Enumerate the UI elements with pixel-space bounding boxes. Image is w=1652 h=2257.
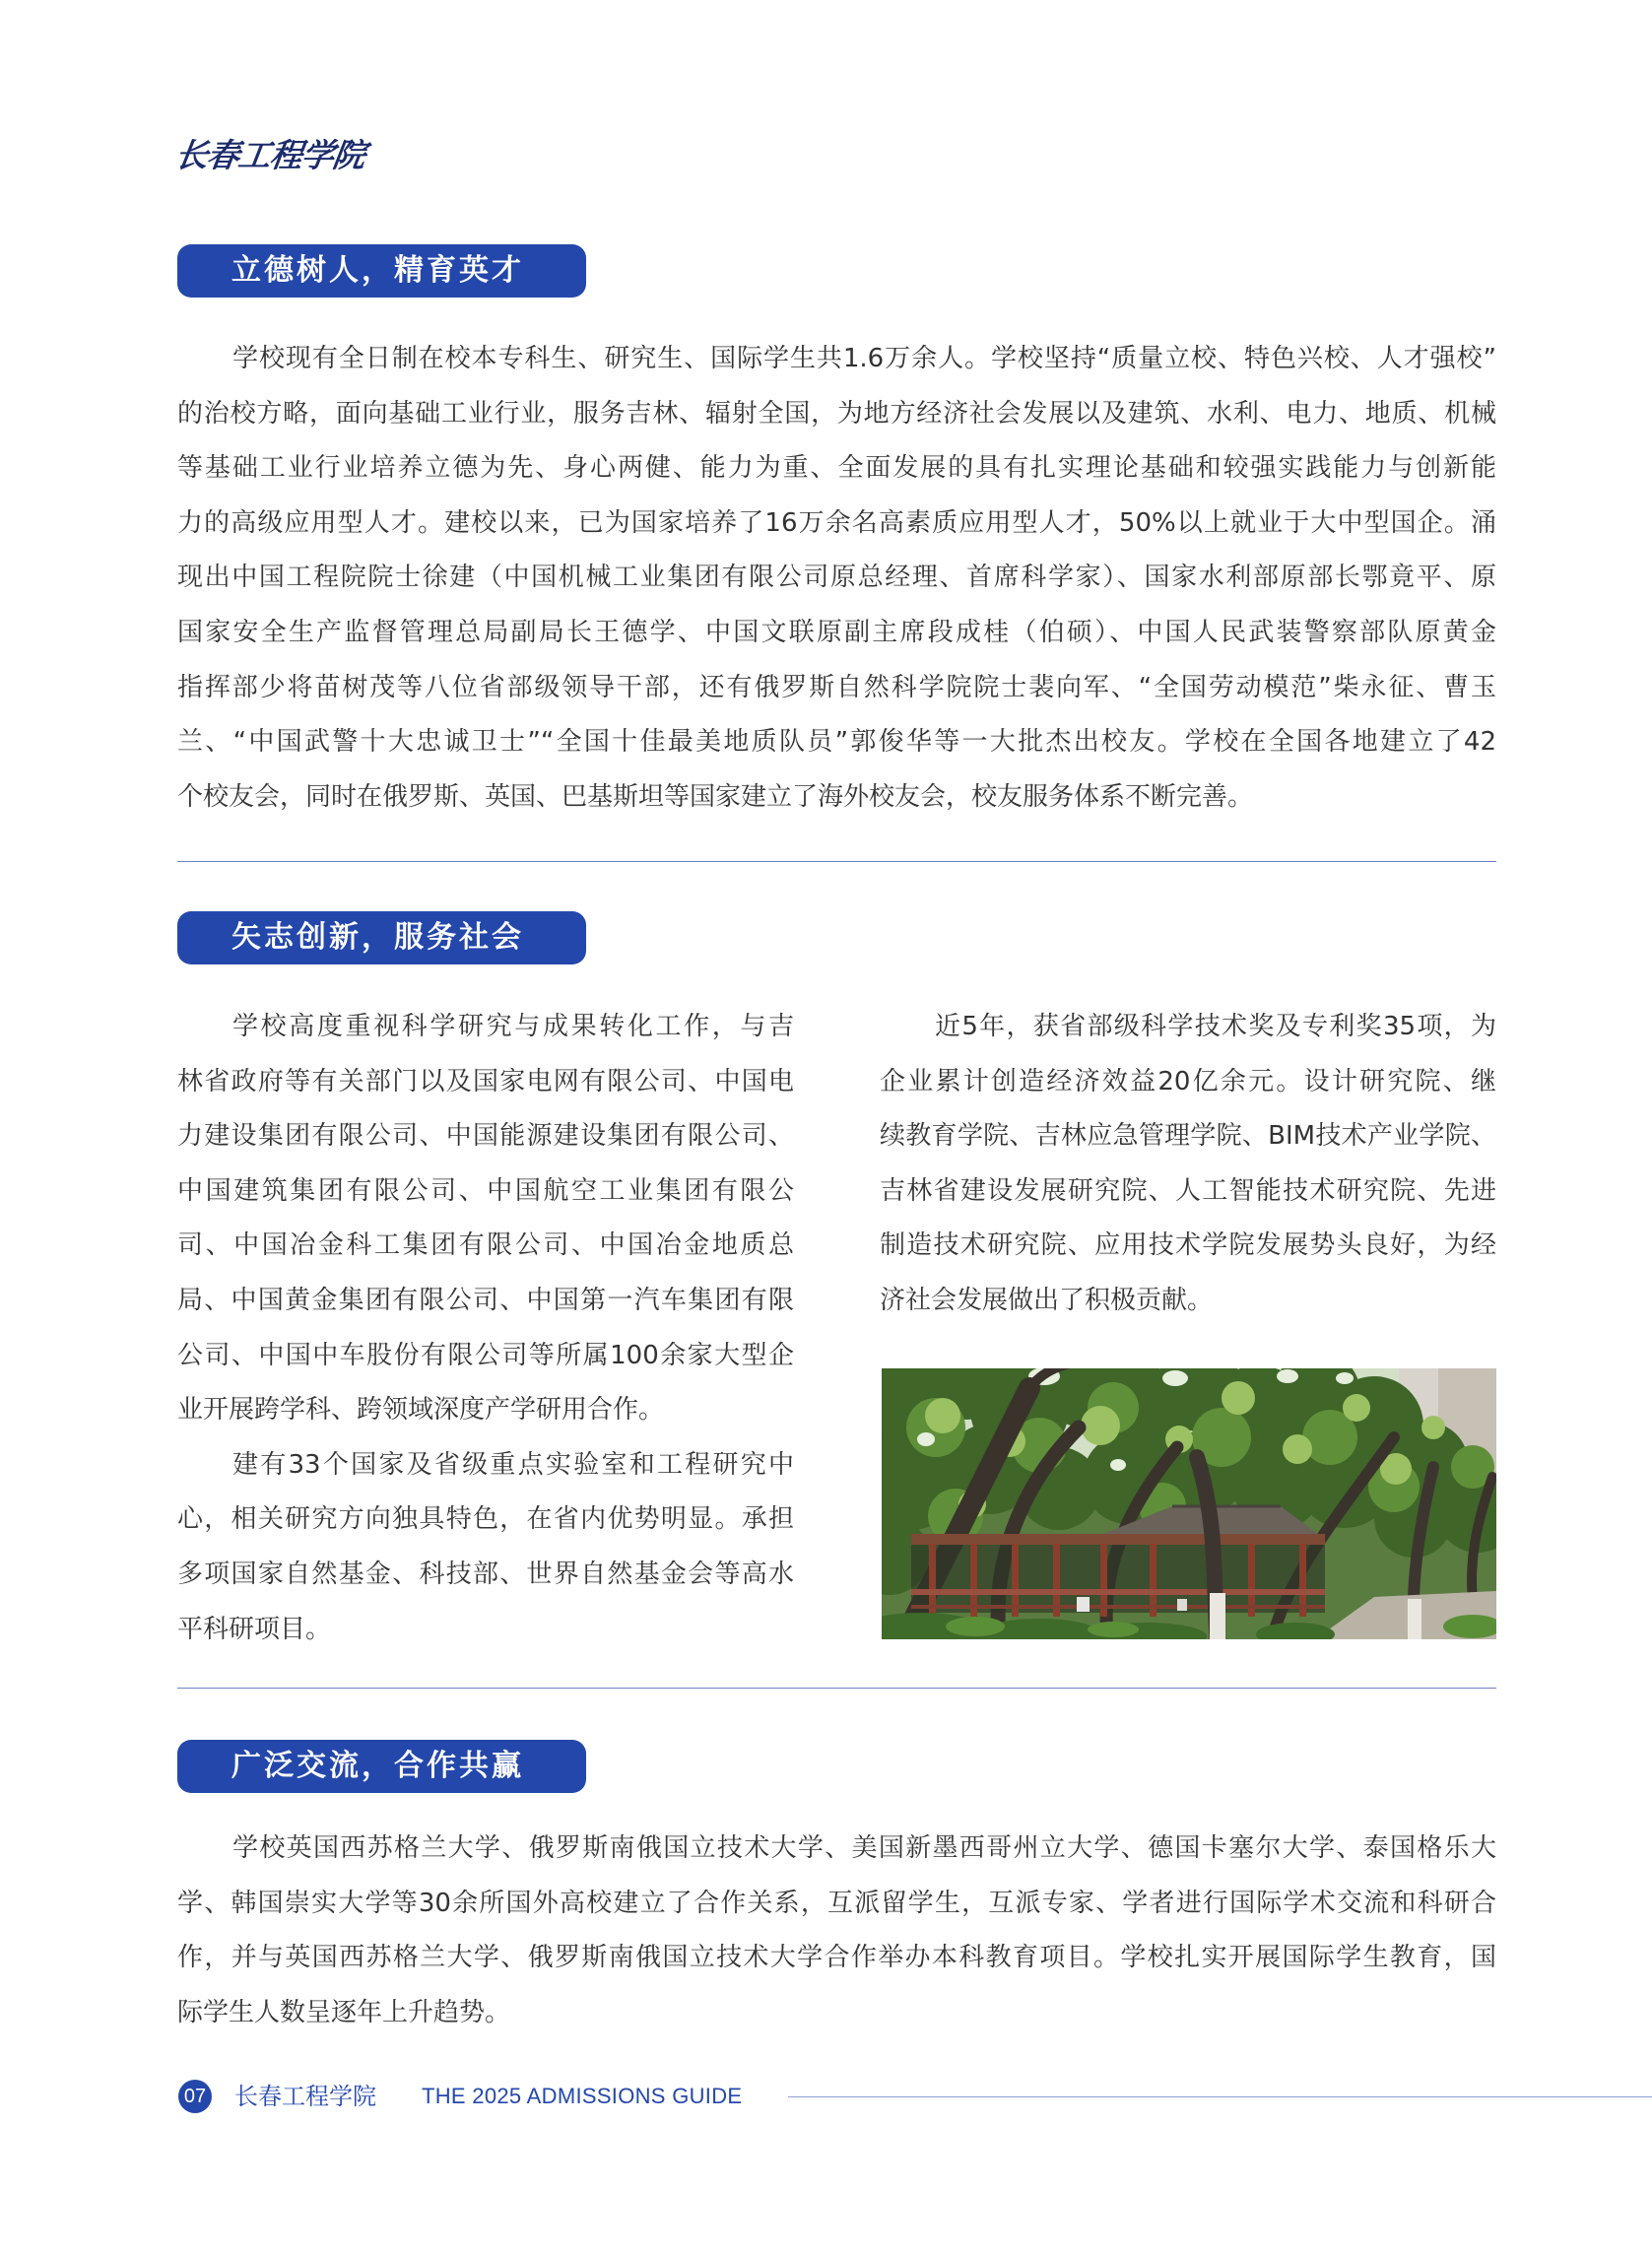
paragraph-line: 近5年，获省部级科学技术奖及专利奖35项，为 (935, 1012, 1496, 1041)
school-logo: 长春工程学院 (172, 136, 367, 174)
paragraph-line: 现出中国工程院院士徐建（中国机械工业集团有限公司原总经理、首席科学家）、国家水利部原部长鄂竟平、原 (177, 563, 1496, 593)
paragraph-line: 际学生人数呈逐年上升趋势。 (177, 1997, 511, 2027)
paragraph-line: 心，相关研究方向独具特色，在省内优势明显。承担 (177, 1504, 794, 1535)
section-title: 广泛交流，合作共赢 (231, 1749, 524, 1783)
exchange-paragraph (177, 1822, 1496, 2040)
paragraph-line: 制造技术研究院、应用技术学院发展势头良好，为经 (880, 1230, 1496, 1261)
paragraph-line: 业开展跨学科、跨领域深度产学研用合作。 (177, 1395, 665, 1426)
paragraph-line: 力的高级应用型人才。建校以来，已为国家培养了16万余名高素质应用型人才，50%以上就业于大中型国企。涌 (177, 507, 1496, 538)
paragraph-line: 学校现有全日制在校本专科生、研究生、国际学生共1.6万余人。学校坚持“质量立校、特色兴校、人才强校” (232, 344, 1496, 373)
section-title: 矢志创新，服务社会 (231, 920, 524, 955)
paragraph-line: 学、韩国崇实大学等30余所国外高校建立了合作关系，互派留学生，互派专家、学者进行国际学术交流和科研合 (177, 1888, 1496, 1918)
section-divider (177, 861, 1496, 862)
campus-photo (882, 1368, 1496, 1639)
paragraph-line: 的治校方略，面向基础工业行业，服务吉林、辐射全国，为地方经济社会发展以及建筑、水利、电力、地质、机械 (177, 398, 1496, 429)
paragraph-line: 林省政府等有关部门以及国家电网有限公司、中国电 (177, 1066, 794, 1096)
paragraph-line: 等基础工业行业培养立德为先、身心两健、能力为重、全面发展的具有扎实理论基础和较强实践能力与创新能 (177, 453, 1496, 484)
paragraph-line: 指挥部少将苗树茂等八位省部级领导干部，还有俄罗斯自然科学院院士裴向军、“全国劳动模范”柴永征、曹玉 (177, 672, 1496, 702)
paragraph-line: 局、中国黄金集团有限公司、中国第一汽车集团有限 (177, 1285, 794, 1315)
paragraph-line: 公司、中国中车股份有限公司等所属100余家大型企 (177, 1340, 794, 1370)
mission-paragraph (177, 332, 1496, 825)
paragraph-line: 济社会发展做出了积极贡献。 (880, 1285, 1214, 1315)
footer-rule (788, 2096, 1652, 2097)
paragraph-line: 企业累计创造经济效益20亿余元。设计研究院、继 (880, 1066, 1496, 1096)
page-number-badge: 07 (178, 2080, 212, 2113)
paragraph-line: 中国建筑集团有限公司、中国航空工业集团有限公 (177, 1175, 794, 1206)
paragraph-line: 司、中国冶金科工集团有限公司、中国冶金地质总 (177, 1230, 794, 1261)
paragraph-line: 兰、“中国武警十大忠诚卫士”“全国十佳最美地质队员”郭俊华等一大批杰出校友。学校在全国各地建立了42 (177, 727, 1496, 758)
footer-guide-title: THE 2025 ADMISSIONS GUIDE (422, 2084, 743, 2108)
footer-school-name: 长春工程学院 (234, 2083, 376, 2110)
paragraph-line: 力建设集团有限公司、中国能源建设集团有限公司、 (177, 1121, 794, 1152)
paragraph-line: 作，并与英国西苏格兰大学、俄罗斯南俄国立技术大学合作举办本科教育项目。学校扎实开展国际学生教育，国 (177, 1943, 1496, 1973)
innovation-left-column (177, 1000, 794, 1657)
innovation-right-column (880, 1000, 1496, 1329)
section-header-innovation (177, 911, 586, 964)
paragraph-line: 学校高度重视科学研究与成果转化工作，与吉 (232, 1012, 794, 1041)
section-header-mission (177, 244, 586, 298)
paragraph-line: 平科研项目。 (177, 1614, 332, 1644)
paragraph-line: 学校英国西苏格兰大学、俄罗斯南俄国立技术大学、美国新墨西哥州立大学、德国卡塞尔大学、泰国格乐大 (232, 1833, 1496, 1863)
paragraph-line: 国家安全生产监督管理总局副局长王德学、中国文联原副主席段成桂（伯硕）、中国人民武装警察部队原黄金 (177, 617, 1496, 647)
section-header-exchange (177, 1740, 586, 1793)
paragraph-line: 多项国家自然基金、科技部、世界自然基金会等高水 (177, 1559, 794, 1589)
paragraph-line: 个校友会，同时在俄罗斯、英国、巴基斯坦等国家建立了海外校友会，校友服务体系不断完善。 (177, 781, 1254, 812)
paragraph-line: 吉林省建设发展研究院、人工智能技术研究院、先进 (880, 1175, 1496, 1206)
section-title: 立德树人，精育英才 (231, 253, 524, 288)
paragraph-line: 续教育学院、吉林应急管理学院、BIM技术产业学院、 (880, 1121, 1496, 1152)
paragraph-line: 建有33个国家及省级重点实验室和工程研究中 (232, 1449, 794, 1480)
section-divider (177, 1688, 1496, 1689)
